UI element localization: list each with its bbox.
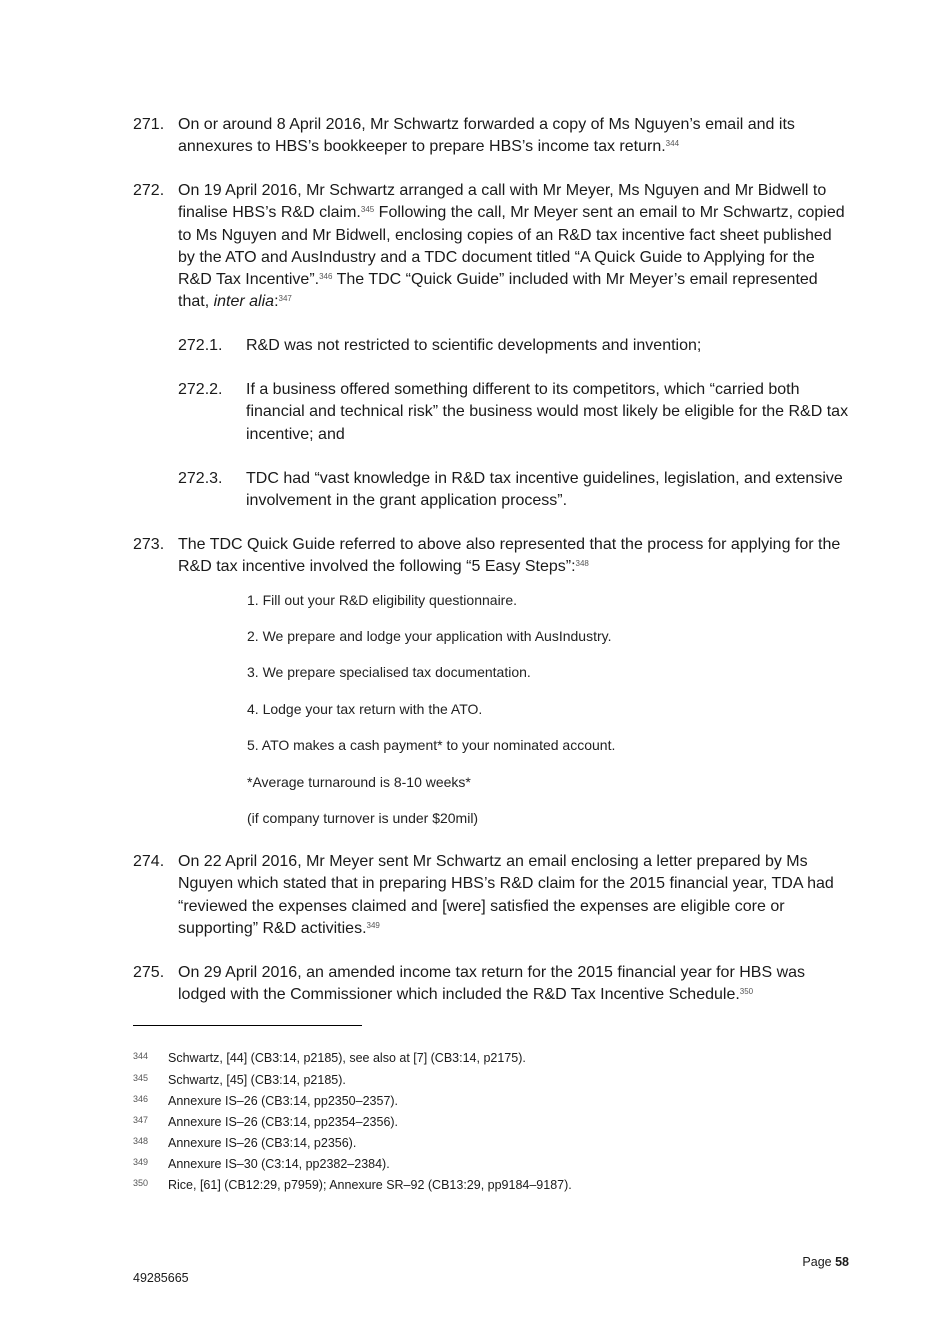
footnote-ref[interactable]: 347 [278,294,292,304]
paragraph-text: The TDC Quick Guide referred to above also represented that the process for applying for the R&D tax incentive involved the following “5 Easy Steps”: [178,536,841,576]
subparagraph-number: 272.3. [178,470,223,487]
paragraph-275 [133,962,853,1007]
footnote-text: Annexure IS–26 (CB3:14, pp2350–2357). [168,1094,399,1108]
step-item: 1. Fill out your R&D eligibility questionnaire. [247,592,518,608]
document-id: 49285665 [133,1271,189,1285]
page-number [802,1255,849,1269]
paragraph-number: 272. [133,182,165,199]
subparagraph-text: R&D was not restricted to scientific developments and invention; [246,337,702,354]
footnote [133,1114,398,1130]
page-label: Page [802,1255,832,1269]
footnote [133,1072,346,1088]
subparagraph-272-3 [178,468,853,513]
subparagraph-number: 272.2. [178,381,223,398]
footnote-separator [133,1025,362,1026]
paragraph-number: 275. [133,964,165,981]
step-item: 4. Lodge your tax return with the ATO. [247,701,483,717]
paragraph-text: The TDC “Quick Guide” included with Mr Meyer’s email represented that, [178,271,818,311]
footnote-ref[interactable]: 350 [739,987,754,997]
paragraph-text: On 22 April 2016, Mr Meyer sent Mr Schwartz an email enclosing a letter prepared by Ms Nguyen which stated that in preparing HBS’s R&D claim for the 2015 financial year, TDA had “reviewed the expenses claimed and [were] satisfied the expenses are eligible core or supporting” R&D activities. [178,853,834,937]
footnote-ref[interactable]: 346 [319,272,333,282]
step-item: 3. We prepare specialised tax documentation. [247,664,531,680]
step-note: *Average turnaround is 8-10 weeks* [247,774,471,790]
footnote-text: Schwartz, [44] (CB3:14, p2185), see also at [7] (CB3:14, p2175). [168,1051,526,1065]
paragraph-text: On or around 8 April 2016, Mr Schwartz forwarded a copy of Ms Nguyen’s email and its annexures to HBS’s bookkeeper to prepare HBS’s income tax return. [178,116,795,156]
footnote-text: Annexure IS–26 (CB3:14, p2356). [168,1136,357,1150]
footnote-text: Annexure IS–26 (CB3:14, pp2354–2356). [168,1115,399,1129]
step-item: 5. ATO makes a cash payment* to your nominated account. [247,737,616,753]
page-number-value: 58 [835,1255,849,1269]
footnote-ref[interactable]: 349 [366,920,380,930]
paragraph-number: 273. [133,536,165,553]
footnote [133,1093,398,1109]
footnote-ref[interactable]: 345 [360,205,375,215]
subparagraph-272-2 [178,379,853,446]
paragraph-text: On 29 April 2016, an amended income tax return for the 2015 financial year for HBS was lodged with the Commissioner which included the R&D Tax Incentive Schedule. [178,964,806,1004]
footnote [133,1156,390,1172]
paragraph-text: On 19 April 2016, Mr Schwartz arranged a call with Mr Meyer, Ms Nguyen and Mr Bidwell to finalise HBS’s R&D claim. [178,182,827,222]
footnote-number: 344 [133,1051,149,1061]
paragraph-text: : [274,293,279,311]
subparagraph-text: If a business offered something different to its competitors, which “carried both financial and technical risk” the business would most likely be eligible for the R&D tax incentive; and [246,381,849,443]
footnote-text: Annexure IS–30 (C3:14, pp2382–2384). [168,1157,390,1171]
footnote-number: 345 [133,1073,149,1083]
subparagraph-number: 272.1. [178,337,223,354]
footnote-text: Schwartz, [45] (CB3:14, p2185). [168,1073,346,1087]
footnote-number: 346 [133,1094,149,1104]
footnote-number: 348 [133,1136,149,1146]
paragraph-text: Following the call, Mr Meyer sent an email to Mr Schwartz, copied to Ms Nguyen and Mr Bidwell, enclosing copies of an R&D tax incentive fact sheet published by the ATO and AusIndustry and a TDC document titled “A Quick Guide to Applying for the R&D Tax Incentive”. [178,204,845,289]
paragraph-number: 274. [133,853,165,870]
footnote-number: 350 [133,1178,149,1188]
footnote-number: 349 [133,1157,149,1167]
footnote [133,1050,526,1066]
subparagraph-text: TDC had “vast knowledge in R&D tax incentive guidelines, legislation, and extensive involvement in the grant application process”. [246,470,843,510]
footnote-text: Rice, [61] (CB12:29, p7959); Annexure SR–92 (CB13:29, pp9184–9187). [168,1178,572,1192]
paragraph-number: 271. [133,116,165,133]
paragraph-272 [133,180,853,314]
subparagraph-272-1 [178,335,853,357]
footnote [133,1177,572,1193]
paragraph-273 [133,534,853,579]
footnote-ref[interactable]: 344 [665,139,680,149]
paragraph-271 [133,114,853,159]
footnote-number: 347 [133,1115,149,1125]
footnote-ref[interactable]: 348 [575,559,589,569]
step-item: 2. We prepare and lodge your application with AusIndustry. [247,628,612,644]
paragraph-274 [133,851,853,940]
footnote [133,1135,356,1151]
italic-phrase: inter alia [213,293,275,311]
step-note: (if company turnover is under $20mil) [247,810,479,826]
